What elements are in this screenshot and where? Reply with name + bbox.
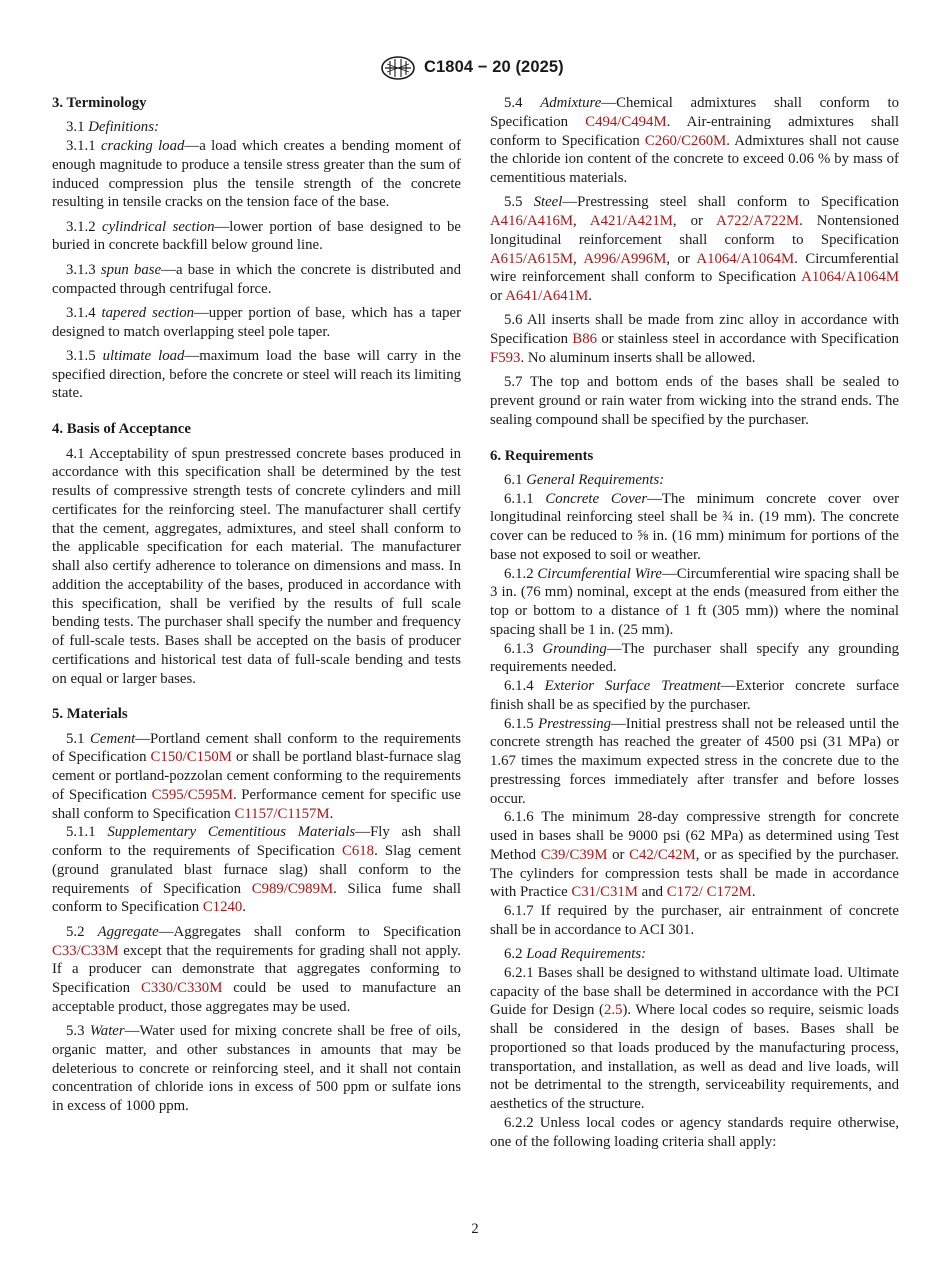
italic-term: Exterior Surface Treatment [544, 678, 721, 695]
italic-term: Circumferential Wire [537, 565, 662, 582]
paragraph-text: , or [672, 213, 717, 230]
paragraph [490, 490, 899, 565]
page-header [0, 56, 950, 86]
astm-logo-icon [381, 56, 415, 80]
paragraph-text: —Aggregates shall conform to Specification [158, 923, 462, 940]
reference-link[interactable]: C989/C989M [251, 880, 334, 897]
paragraph [490, 565, 899, 640]
paragraph-text: 5.2 [66, 923, 98, 940]
reference-link[interactable]: A615/A615M [490, 250, 574, 267]
right-column [490, 94, 899, 1151]
reference-link[interactable]: C595/C595M [151, 786, 233, 803]
paragraph-text: 5.6 All inserts shall be made from zinc alloy in accordance with Specification [490, 312, 899, 348]
paragraph-text: 3.1.1 [66, 138, 101, 155]
paragraph [52, 347, 461, 403]
paragraph [52, 923, 461, 1017]
paragraph [52, 304, 461, 342]
section-heading: 6. Requirements [490, 447, 594, 464]
paragraph-text: . Admixtures shall not cause the chloride ion content of the concrete to exceed 0.06 % by mass of cementitious materials. [490, 132, 899, 186]
paragraph-text: —Portland cement shall conform to the requirements of Specification [52, 730, 461, 766]
paragraph-text: 3.1.2 [66, 218, 103, 235]
paragraph-text: —The purchaser shall specify any grounding requirements needed. [490, 640, 899, 676]
italic-term: General Requirements: [526, 471, 665, 488]
paragraph [490, 94, 899, 188]
italic-term: ultimate load [102, 347, 185, 364]
paragraph-text: could be used to manufacture an acceptable product, those aggregates may be used. [52, 980, 461, 1015]
paragraph-text: or stainless steel in accordance with Specification [597, 331, 899, 348]
paragraph [490, 808, 899, 902]
reference-link[interactable]: A996/A996M [583, 250, 667, 267]
paragraph-text: . Circumferential wire reinforcement shall conform to Specification [490, 250, 899, 286]
paragraph-text: 6.2.1 Bases shall be designed to withstand ultimate load. Ultimate capacity of the base shall be determined in accordance with the PCI Guide for Design ( [490, 964, 899, 1019]
reference-link[interactable]: A421/A421M [589, 213, 673, 230]
paragraph-text: 5.3 [66, 1023, 90, 1040]
paragraph [52, 730, 461, 824]
reference-link[interactable]: C31/C31M [571, 884, 638, 901]
paragraph [52, 137, 461, 212]
paragraph-text: . No aluminum inserts shall be allowed. [520, 349, 756, 366]
left-column [52, 94, 461, 1116]
paragraph-text: 5.1.1 [66, 824, 108, 841]
paragraph-text: —upper portion of base, which has a taper designed to match overlapping steel pole taper. [52, 304, 461, 340]
paragraph-text: , [573, 250, 584, 267]
paragraph-text: —Exterior concrete surface finish shall be as specified by the purchaser. [490, 678, 900, 713]
paragraph-text: or [490, 288, 506, 305]
paragraph-text: —Prestressing steel shall conform to Specification [562, 194, 899, 211]
section-heading: 4. Basis of Acceptance [52, 421, 191, 438]
reference-link[interactable]: 2.5 [603, 1002, 623, 1019]
italic-term: Water [89, 1023, 125, 1040]
paragraph-text: —Water used for mixing concrete shall be free of oils, organic matter, and other substances in amounts that may be deleterious to concrete or reinforcing steel, and it shall not contain concentration of chloride ions in excess of 500 ppm or sulfate ions in excess of 1000 ppm. [52, 1023, 461, 1115]
paragraph-text: 3.1.3 [66, 261, 101, 278]
paragraph-text: —maximum load the base will carry in the specified direction, before the concrete or steel will reach its limiting state. [52, 347, 461, 402]
italic-term: Admixture [540, 95, 602, 111]
reference-link[interactable]: C260/C260M [644, 132, 727, 149]
italic-term: Concrete Cover [545, 490, 648, 507]
paragraph-text: . [329, 805, 334, 822]
paragraph [490, 471, 899, 490]
paragraph-text: —a load which creates a bending moment of enough magnitude to produce a tensile stress greater than the sum of induced compression plus the tensile strength of the concrete resulting in tensile cracks on the tension face of the base. [52, 138, 461, 211]
paragraph-text: except that the requirements for grading shall not apply. If a producer can demonstrate that aggregates conforming to Specification [52, 942, 461, 996]
paragraph-text: —The minimum concrete cover over longitudinal reinforcing steel shall be ¾ in. (19 mm). The concrete cover can be reduced to ⅝ in. (16 mm) minimum for portions of the base not exposed to soil or weather. [490, 490, 900, 563]
paragraph-text: 6.1.3 [504, 640, 543, 657]
paragraph-text: —Circumferential wire spacing shall be 3 in. (76 mm) nominal, except at the ends (measured from either the top or bottom to a distance of 1 ft (305 mm)) where the nominal spacing shall be 1 in. (25 mm). [490, 565, 900, 638]
reference-link[interactable]: A641/A641M [505, 288, 589, 305]
paragraph-text: and [637, 884, 667, 901]
reference-link[interactable]: C172/ C172M [666, 884, 752, 901]
paragraph-text: 6.1 [504, 471, 527, 488]
paragraph-text: , [573, 213, 590, 230]
paragraph-text: . Air-entraining admixtures shall conform to Specification [490, 113, 899, 149]
reference-link[interactable]: C1240 [202, 899, 243, 916]
reference-link[interactable]: B86 [572, 331, 598, 348]
paragraph-text: 6.1.5 [504, 715, 539, 732]
paragraph [52, 261, 461, 299]
italic-term: Aggregate [97, 923, 159, 940]
paragraph-text: —Fly ash shall conform to the requirements of Specification [52, 824, 461, 860]
paragraph-text: 3.1 [66, 119, 89, 136]
paragraph-text: 5.5 [504, 194, 534, 211]
italic-term: cylindrical section [102, 218, 215, 235]
paragraph [490, 945, 899, 964]
reference-link[interactable]: A722/A722M [716, 213, 800, 230]
paragraph [52, 1022, 461, 1116]
section-heading: 3. Terminology [52, 95, 147, 111]
italic-term: cracking load [100, 138, 185, 155]
paragraph-text: . Silica fume shall conform to Specification [52, 880, 461, 916]
italic-term: Definitions: [88, 119, 159, 136]
reference-link[interactable]: C618 [341, 843, 375, 860]
paragraph-text: —a base in which the concrete is distributed and compacted through centrifugal force. [52, 261, 461, 297]
paragraph [490, 373, 899, 429]
paragraph [52, 218, 461, 256]
italic-term: Cement [90, 730, 136, 747]
reference-link[interactable]: A1064/A1064M [696, 250, 795, 267]
paragraph-text: . [751, 884, 756, 901]
paragraph-text: 6.1.4 [504, 678, 545, 695]
reference-link[interactable]: C39/C39M [540, 846, 608, 863]
page-number: 2 [471, 1221, 479, 1237]
reference-link[interactable]: C1157/C1157M [234, 805, 330, 822]
paragraph-text: 6.2.2 Unless local codes or agency standards require otherwise, one of the following loading criteria shall apply: [490, 1114, 899, 1150]
paragraph-text: , or [666, 250, 697, 267]
paragraph-text: —Chemical admixtures shall conform to Specification [490, 95, 899, 130]
paragraph [52, 118, 461, 137]
paragraph [52, 445, 461, 689]
paragraph [490, 715, 899, 809]
reference-link[interactable]: F593 [490, 349, 521, 366]
italic-term: Prestressing [538, 715, 611, 732]
paragraph-text: . Performance cement for specific use shall conform to Specification [52, 786, 461, 822]
paragraph [490, 311, 899, 367]
italic-term: Supplementary Cementitious Materials [107, 824, 356, 841]
paragraph [52, 823, 461, 917]
reference-link[interactable]: C494/C494M [585, 113, 667, 130]
paragraph [490, 964, 899, 1114]
paragraph-text: 6.1.6 The minimum 28-day compressive strength for concrete used in bases shall be 9000 psi (62 MPa) as determined using Test Method [490, 809, 899, 863]
paragraph [490, 1114, 899, 1152]
paragraph-text: —Initial prestress shall not be released until the concrete strength has reached the greater of 4500 psi (31 MPa) or 1.67 times the maximum expected stress in the concrete due to the prestressing forces immediately after transfer and before losses occur. [490, 715, 899, 807]
paragraph [490, 640, 899, 678]
paragraph-text: 6.1.7 If required by the purchaser, air entrainment of concrete shall be in accordance to ACI 301. [490, 903, 899, 938]
italic-term: spun base [100, 261, 162, 278]
paragraph-text: 4.1 Acceptability of spun prestressed concrete bases produced in accordance with this specification shall be determined by the test results of compressive strength tests of concrete cylinders and mill certificates for the reinforcing steel. The manufacturer shall certify that the cement, aggregates, admixtures, and steel shall conform to the applicable specification for each material. The manufacturer shall also certify adherence to tolerance on dimensions and mass. In addition the acceptability of the bases, produced in accordance with this specification, shall be verified by the results of full scale bending tests. The purchaser shall specify the number and frequency of full-scale tests. Bases shall be accepted on the basis of producer certifications and historical test data of full-scale bending and tests on equal or larger bases. [52, 445, 461, 687]
paragraph [490, 902, 899, 940]
paragraph-text: 5.4 [504, 95, 541, 111]
paragraph-text: . Nontensioned longitudinal reinforcement shall conform to Specification [490, 213, 899, 248]
section-heading: 5. Materials [52, 706, 128, 723]
reference-link[interactable]: C330/C330M [140, 980, 223, 996]
reference-link[interactable]: C42/C42M [629, 846, 696, 863]
paragraph-text: . Slag cement (ground granulated blast furnace slag) shall conform to the requirements of Specification [52, 843, 461, 897]
paragraph-text: 3.1.4 [66, 304, 102, 321]
paragraph-text: 5.7 The top and bottom ends of the bases shall be sealed to prevent ground or rain water from wicking into the strand ends. The sealing compound shall be specified by the purchaser. [490, 374, 899, 428]
paragraph-text: —lower portion of base designed to be buried in concrete backfill below ground line. [52, 218, 461, 254]
document-designation: C1804 − 20 (2025) [424, 58, 564, 76]
reference-link[interactable]: A416/A416M [490, 213, 574, 230]
paragraph-text: . [588, 288, 592, 305]
paragraph-text: 5.1 [66, 730, 91, 747]
paragraph-text: , or as specified by the purchaser. The cylinders for compression tests shall be made in accordance with Practice [490, 846, 899, 901]
paragraph-text: or shall be portland blast-furnace slag cement or portland-pozzolan cement conforming to the requirements of Specification [52, 749, 461, 803]
paragraph-text: . [242, 899, 246, 916]
italic-term: Load Requirements: [526, 946, 647, 963]
paragraph-text: 3.1.5 [66, 347, 103, 364]
reference-link[interactable]: A1064/A1064M [801, 269, 899, 286]
reference-link[interactable]: C150/C150M [150, 749, 232, 766]
paragraph-text: 6.1.1 [504, 490, 546, 507]
italic-term: Grounding [542, 640, 607, 657]
paragraph-text: 6.1.2 [504, 565, 538, 582]
reference-link[interactable]: C33/C33M [52, 942, 119, 959]
paragraph-text: or [607, 846, 630, 863]
paragraph [490, 193, 899, 306]
paragraph-text: ). Where local codes so require, seismic loads shall be considered in the design of bases. Bases shall be proportioned so that loads produced by the manufacturing process, transportation, and installation, as well as dead and live loads, will not be detrimental to the strength, serviceability requirements, and aesthetics of the structure. [490, 1002, 899, 1113]
italic-term: tapered section [101, 304, 194, 321]
paragraph-text: 6.2 [504, 946, 527, 963]
paragraph [490, 677, 899, 715]
italic-term: Steel [533, 194, 563, 211]
